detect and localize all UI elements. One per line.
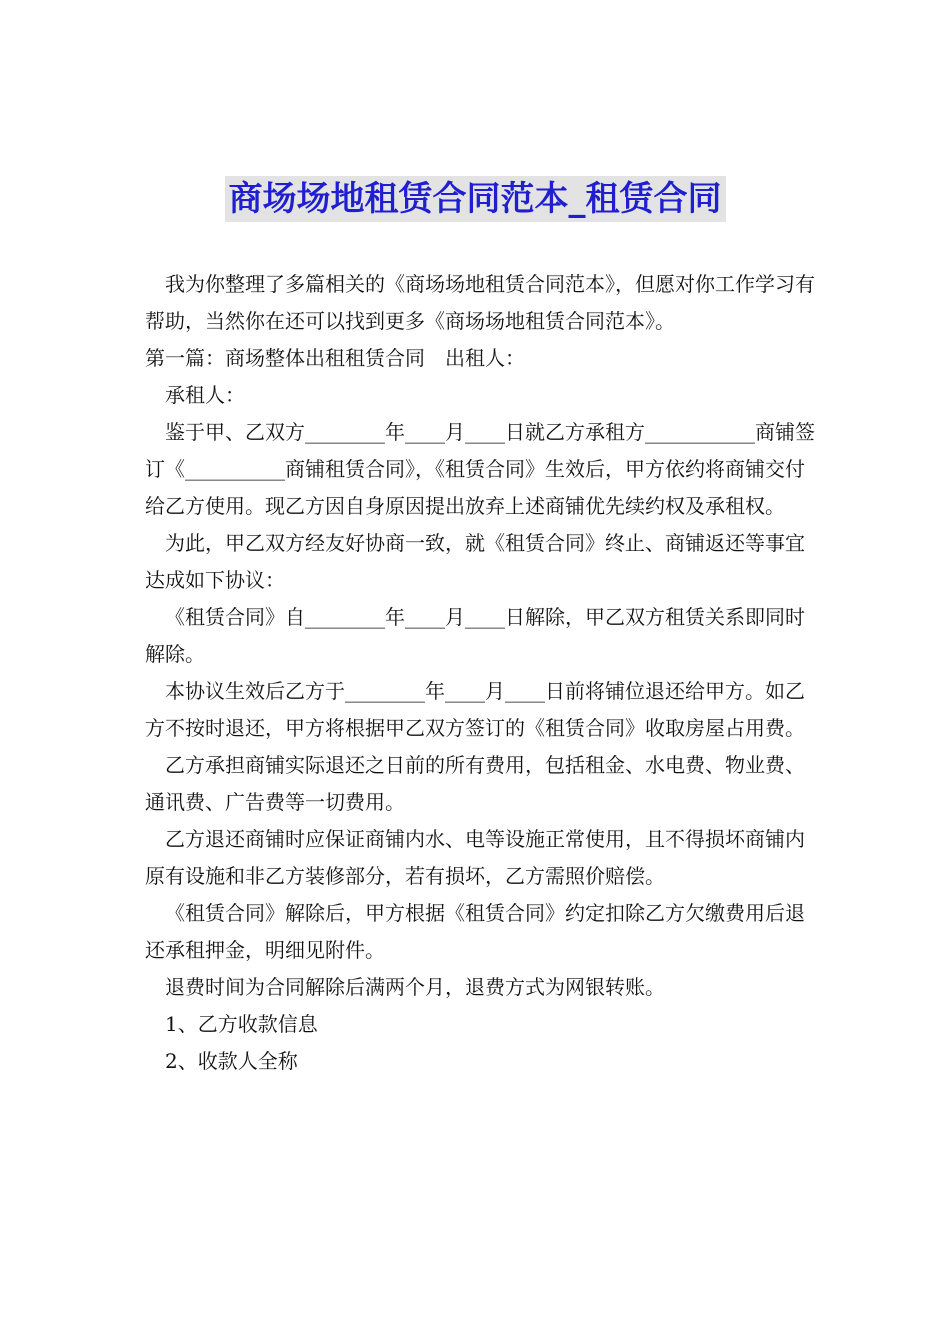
list-item-payment-info: 1、乙方收款信息 [165, 1012, 318, 1036]
paragraph-facilities: 乙方退还商铺时应保证商铺内水、电等设施正常使用，且不得损坏商铺内原有设施和非乙方装修部分，若有损坏，乙方需照价赔偿。 [145, 827, 805, 888]
document-body [145, 266, 815, 1080]
title-container [0, 176, 950, 222]
paragraph-termination: 《租赁合同》自________年____月____日解除，甲乙双方租赁关系即同时解除。 [145, 605, 805, 666]
paragraph-whereas: 鉴于甲、乙双方________年____月____日就乙方承租方___________商铺签订《__________商铺租赁合同》，《租赁合同》生效后，甲方依约将商铺交付给乙方使用。现乙方因自身原因提出放弃上述商铺优先续约权及承租权。 [145, 420, 815, 518]
paragraph-fees: 乙方承担商铺实际退还之日前的所有费用，包括租金、水电费、物业费、通讯费、广告费等一切费用。 [145, 753, 805, 814]
paragraph-return: 本协议生效后乙方于________年____月____日前将铺位退还给甲方。如乙方不按时退还，甲方将根据甲乙双方签订的《租赁合同》收取房屋占用费。 [145, 679, 805, 740]
paragraph-lessee: 承租人： [165, 383, 245, 407]
paragraph-refund: 退费时间为合同解除后满两个月，退费方式为网银转账。 [165, 975, 665, 999]
paragraph-intro: 我为你整理了多篇相关的《商场场地租赁合同范本》，但愿对你工作学习有帮助，当然你在还可以找到更多《商场场地租赁合同范本》。 [145, 272, 815, 333]
paragraph-section-heading: 第一篇：商场整体出租租赁合同 出租人： [145, 346, 525, 370]
document-title: 商场场地租赁合同范本_租赁合同 [225, 176, 726, 222]
paragraph-agreement: 为此，甲乙双方经友好协商一致，就《租赁合同》终止、商铺返还等事宜达成如下协议： [145, 531, 805, 592]
list-item-payee-name: 2、收款人全称 [165, 1049, 298, 1073]
paragraph-deposit: 《租赁合同》解除后，甲方根据《租赁合同》约定扣除乙方欠缴费用后退还承租押金，明细见附件。 [145, 901, 805, 962]
